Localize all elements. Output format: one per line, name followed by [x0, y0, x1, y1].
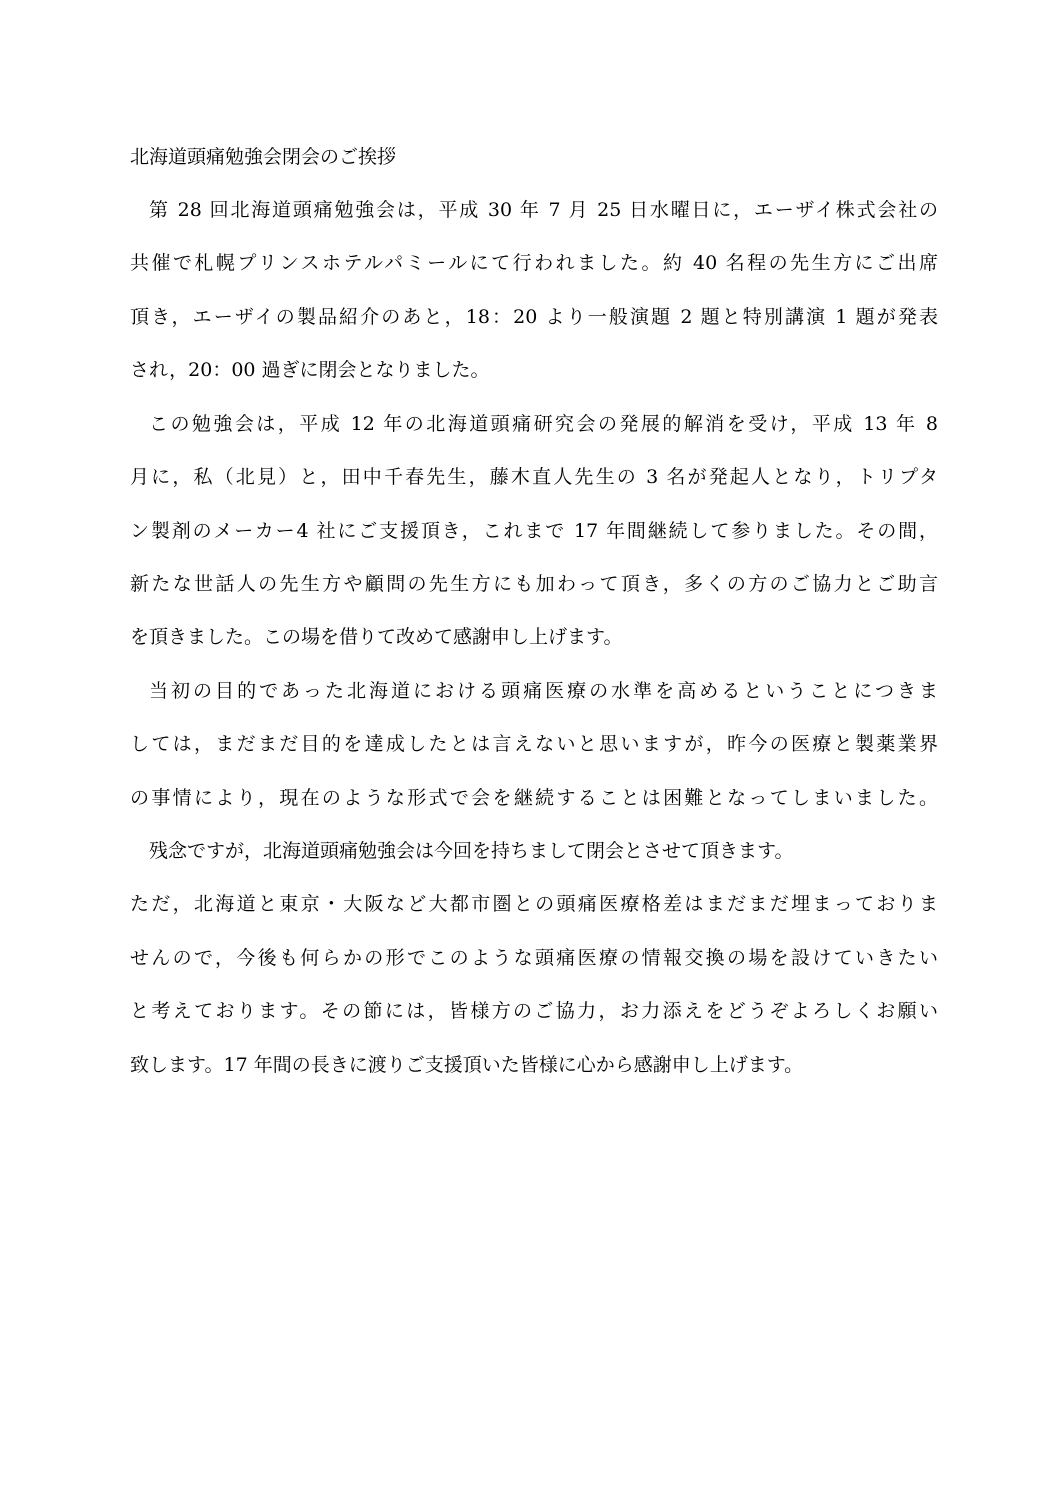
paragraph-line: 残念ですが，北海道頭痛勉強会は今回を持ちまして閉会とさせて頂きます。: [149, 840, 794, 862]
paragraph-line: 第 28 回北海道頭痛勉強会は，平成 30 年 7 月 25 日水曜日に，エーザイ株式会社の: [149, 199, 938, 221]
paragraph-line: 致します。17 年間の長きに渡りご支援頂いた皆様に心から感謝申し上げます。: [130, 1054, 804, 1076]
paragraph-line: ただ，北海道と東京・大阪など大都市圏との頭痛医療格差はまだまだ埋まっておりま: [130, 893, 938, 915]
paragraph-line: され，20：00 過ぎに閉会となりました。: [130, 359, 490, 381]
paragraph-line: 月に，私（北見）と，田中千春先生，藤木直人先生の 3 名が発起人となり，トリプタ: [130, 466, 938, 488]
paragraph-line: の事情により，現在のような形式で会を継続することは困難となってしまいました。: [130, 787, 938, 809]
paragraph-line: 頂き，エーザイの製品紹介のあと，18：20 より一般演題 2 題と特別講演 1 題が発表: [130, 306, 938, 328]
paragraph-line: と考えております。その節には，皆様方のご協力，お力添えをどうぞよろしくお願い: [130, 1000, 938, 1022]
paragraph-line: ン製剤のメーカー4 社にご支援頂き，これまで 17 年間継続して参りました。その間，: [130, 520, 938, 542]
paragraph-line: 新たな世話人の先生方や顧問の先生方にも加わって頂き，多くの方のご協力とご助言: [130, 573, 938, 595]
paragraph-line: を頂きました。この場を借りて改めて感謝申し上げます。: [130, 626, 623, 648]
paragraph-line: この勉強会は，平成 12 年の北海道頭痛研究会の発展的解消を受け，平成 13 年 8: [149, 413, 938, 435]
paragraph-line: 当初の目的であった北海道における頭痛医療の水準を高めるということにつきま: [149, 680, 938, 702]
document-title: 北海道頭痛勉強会閉会のご挨拶: [130, 146, 397, 168]
paragraph-line: しては，まだまだ目的を達成したとは言えないと思いますが，昨今の医療と製薬業界: [130, 733, 938, 755]
paragraph-line: せんので，今後も何らかの形でこのような頭痛医療の情報交換の場を設けていきたい: [130, 947, 938, 969]
paragraph-line: 共催で札幌プリンスホテルパミールにて行われました。約 40 名程の先生方にご出席: [130, 252, 938, 274]
